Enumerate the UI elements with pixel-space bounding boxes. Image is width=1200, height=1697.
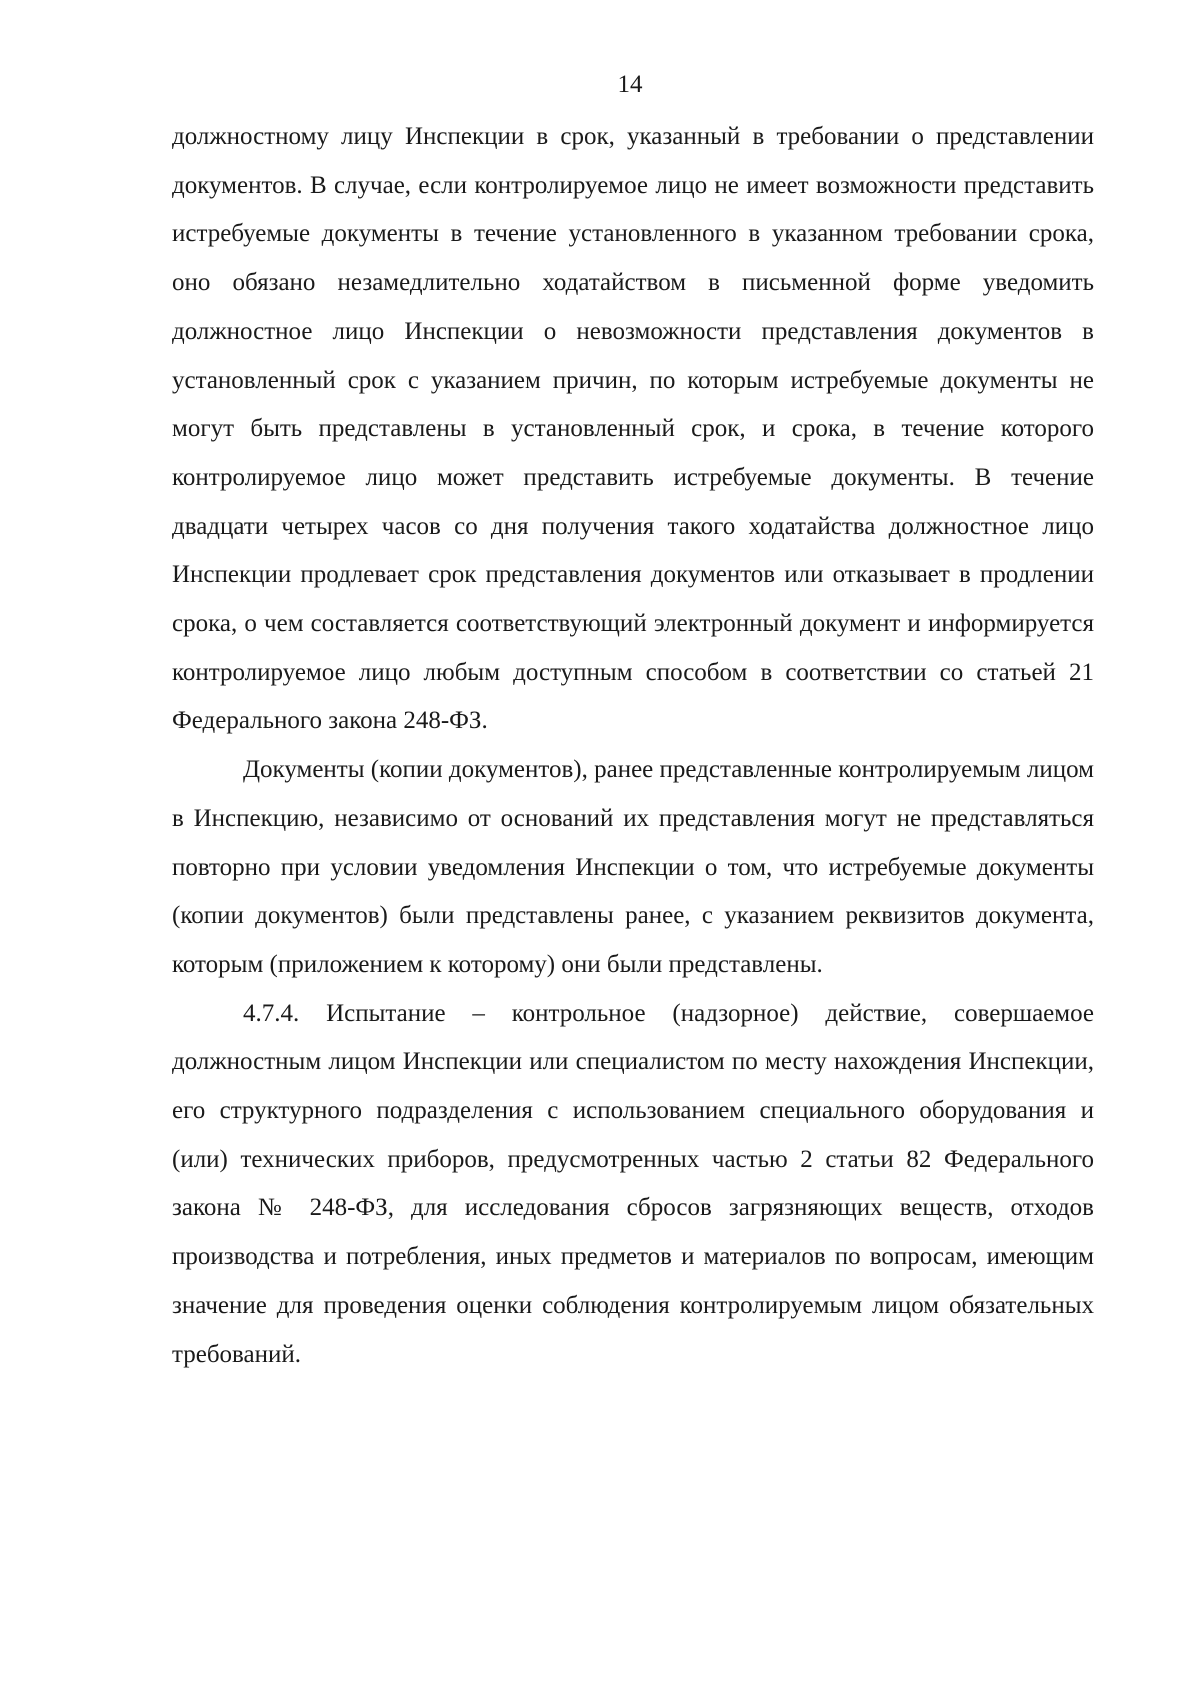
page-number: 14 <box>617 71 643 98</box>
document-body <box>172 113 1094 1379</box>
paragraph-previously-submitted-documents: Документы (копии документов), ранее представленные контролируемым лицом в Инспекцию, независимо от оснований их представления могут не представляться повторно при условии уведомления Инспекции о том, что истребуемые документы (копии документов) были представлены ранее, с указанием реквизитов документа, которым (приложением к которому) они были представлены. <box>172 756 1094 978</box>
paragraph-continuation: должностному лицу Инспекции в срок, указанный в требовании о представлении документов. В случае, если контролируемое лицо не имеет возможности представить истребуемые документы в течение установленного в указанном требовании срока, оно обязано незамедлительно ходатайством в письменной форме уведомить должностное лицо Инспекции о невозможности представления документов в установленный срок с указанием причин, по которым истребуемые документы не могут быть представлены в установленный срок, и срока, в течение которого контролируемое лицо может представить истребуемые документы. В течение двадцати четырех часов со дня получения такого ходатайства должностное лицо Инспекции продлевает срок представления документов или отказывает в продлении срока, о чем составляется соответствующий электронный документ и информируется контролируемое лицо любым доступным способом в соответствии со статьей 21 Федерального закона 248-ФЗ. <box>172 123 1094 735</box>
paragraph-section-4-7-4: 4.7.4. Испытание – контрольное (надзорное) действие, совершаемое должностным лицом Инспекции или специалистом по месту нахождения Инспекции, его структурного подразделения с использованием специального оборудования и (или) технических приборов, предусмотренных частью 2 статьи 82 Федерального закона № 248-ФЗ, для исследования сбросов загрязняющих веществ, отходов производства и потребления, иных предметов и материалов по вопросам, имеющим значение для проведения оценки соблюдения контролируемым лицом обязательных требований. <box>172 999 1094 1368</box>
